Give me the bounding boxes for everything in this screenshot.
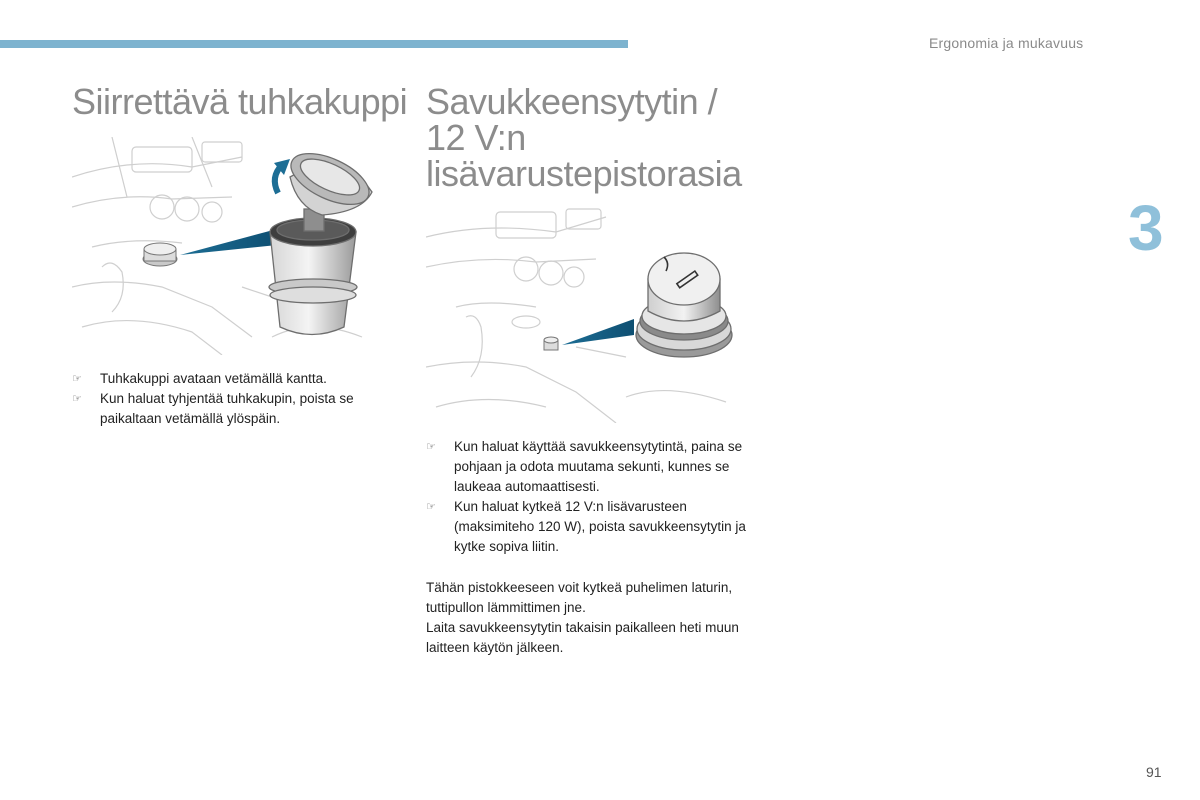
- lighter-socket-illustration: [426, 207, 750, 423]
- pointing-hand-icon: ☞: [72, 373, 82, 385]
- socket-info-paragraph: Tähän pistokkeeseen voit kytkeä puhelimen laturin, tuttipullon lämmittimen jne.: [426, 580, 733, 615]
- chapter-number: 3: [1128, 192, 1164, 264]
- ashtray-steps: [72, 369, 402, 429]
- list-item: ☞ Tuhkakuppi avataan vetämällä kantta.: [72, 369, 402, 389]
- lighter-heading: Savukkeensytytin / 12 V:n lisävarustepistorasia: [426, 81, 742, 194]
- reinsert-lighter-paragraph: Laita savukkeensytytin takaisin paikalleen heti muun laitteen käytön jälkeen.: [426, 620, 739, 655]
- ashtray-illustration: [72, 137, 390, 355]
- pointing-hand-icon: ☞: [426, 501, 436, 513]
- pointing-hand-icon: ☞: [426, 441, 436, 453]
- section-title: Ergonomia ja mukavuus: [929, 35, 1084, 51]
- ashtray-heading: Siirrettävä tuhkakuppi: [72, 81, 408, 122]
- list-item: ☞ Kun haluat käyttää savukkeensytytintä, paina se pohjaan ja odota muutama sekunti, kunnes se laukeaa automaattisesti.: [426, 439, 743, 494]
- header-accent-bar: [0, 40, 628, 48]
- list-item: ☞ Kun haluat kytkeä 12 V:n lisävarusteen (maksimiteho 120 W), poista savukkeensytytin ja kytke sopiva liitin.: [426, 499, 746, 554]
- page-number: 91: [1146, 764, 1162, 780]
- pointing-hand-icon: ☞: [72, 393, 82, 405]
- list-item: ☞ Kun haluat tyhjentää tuhkakupin, poista se paikaltaan vetämällä ylöspäin.: [72, 391, 354, 426]
- lighter-steps: [426, 437, 756, 557]
